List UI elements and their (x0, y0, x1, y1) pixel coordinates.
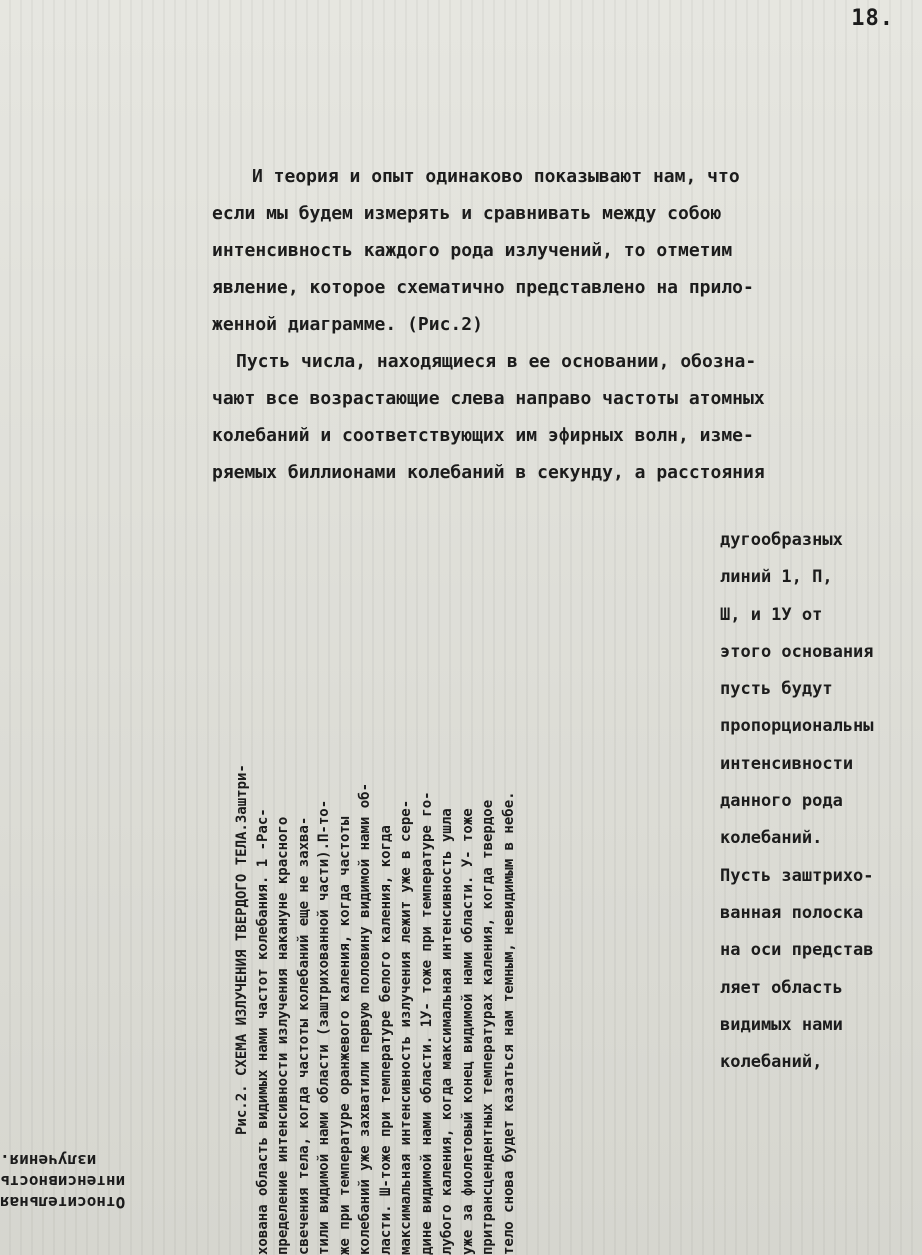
axis-label-line: излучения. (0, 1151, 97, 1170)
caption-line: хована область видимых нами частот колебания. 1 -Рас- (254, 808, 271, 1255)
figure-caption (232, 512, 532, 1255)
text-line: дугообразных (720, 530, 843, 550)
caption-line: свечения тела, когда частоты колебаний еще не захва- (295, 816, 312, 1255)
text-line: чают все возрастающие слева направо частоты атомных (212, 388, 765, 409)
text-line: ряемых биллионами колебаний в секунду, а расстояния (212, 462, 765, 483)
caption-line: ласти. Ш-тоже при температуре белого каления, когда (377, 825, 394, 1255)
text-line: линий 1, П, (720, 567, 833, 588)
caption-line: тили видимой нами области (заштрихованной части).П-то- (316, 799, 332, 1255)
text-line: пропорциональны (720, 716, 874, 737)
text-line: ляет область (720, 977, 843, 998)
text-line: этого основания (720, 641, 874, 662)
caption-line: колебаний уже захватили первую половину видимой нами об- (357, 782, 373, 1255)
text-line: интенсивности (720, 753, 854, 774)
axis-label-line: интенсивность (0, 1172, 126, 1191)
axis-label-line: Относительная (0, 1193, 126, 1212)
text-line: явление, которое схематично представлено на прило- (212, 277, 754, 298)
caption-line: притрансцендентных температурах каления, когда твердое (480, 799, 496, 1255)
text-line: пусть будут (720, 679, 833, 700)
text-line: на оси представ (720, 940, 874, 961)
page-number: 18. (851, 6, 894, 31)
text-line: женной диаграмме. (Рис.2) (212, 314, 483, 335)
text-line: ванная полоска (720, 902, 864, 923)
text-line: интенсивность каждого рода излучений, то отметим (212, 240, 733, 261)
caption-line: тело снова будет казаться нам темным, невидимым в небе. (500, 791, 517, 1255)
main-paragraph (212, 158, 872, 491)
caption-line: максимальная интенсивность излучения лежит уже в сере- (398, 799, 414, 1255)
caption-line: уже за фиолетовый конец видимой нами области. У- тоже (459, 808, 476, 1255)
caption-line: же при температуре оранжевого каления, когда частоты (336, 816, 353, 1255)
text-line: колебаний. (720, 828, 823, 849)
right-column-text (720, 522, 922, 1081)
axis-label-inverted (0, 1150, 200, 1213)
text-line: колебаний, (720, 1052, 823, 1073)
text-line: Ш, и 1У от (720, 604, 823, 625)
text-line: видимых нами (720, 1014, 843, 1035)
figure-caption-block (232, 512, 532, 1255)
text-line: И теория и опыт одинаково показывают нам, что (252, 166, 740, 187)
text-line: данного рода (720, 791, 843, 812)
text-line: Пусть заштрихо- (720, 865, 874, 886)
caption-line: пределение интенсивности излучения накануне красного (275, 816, 291, 1255)
caption-line: Рис.2. СХЕМА ИЗЛУЧЕНИЯ ТВЕРДОГО ТЕЛА.Заштри- (234, 764, 250, 1135)
text-line: Пусть числа, находящиеся в ее основании, обозна- (236, 351, 757, 372)
caption-line: дине видимой нами области. 1У- тоже при температуре го- (418, 791, 435, 1255)
text-line: колебаний и соответствующих им эфирных волн, изме- (212, 425, 754, 446)
caption-line: лубого каления, когда максимальная интенсивность ушла (439, 808, 455, 1255)
text-line: если мы будем измерять и сравнивать между собою (212, 203, 722, 224)
